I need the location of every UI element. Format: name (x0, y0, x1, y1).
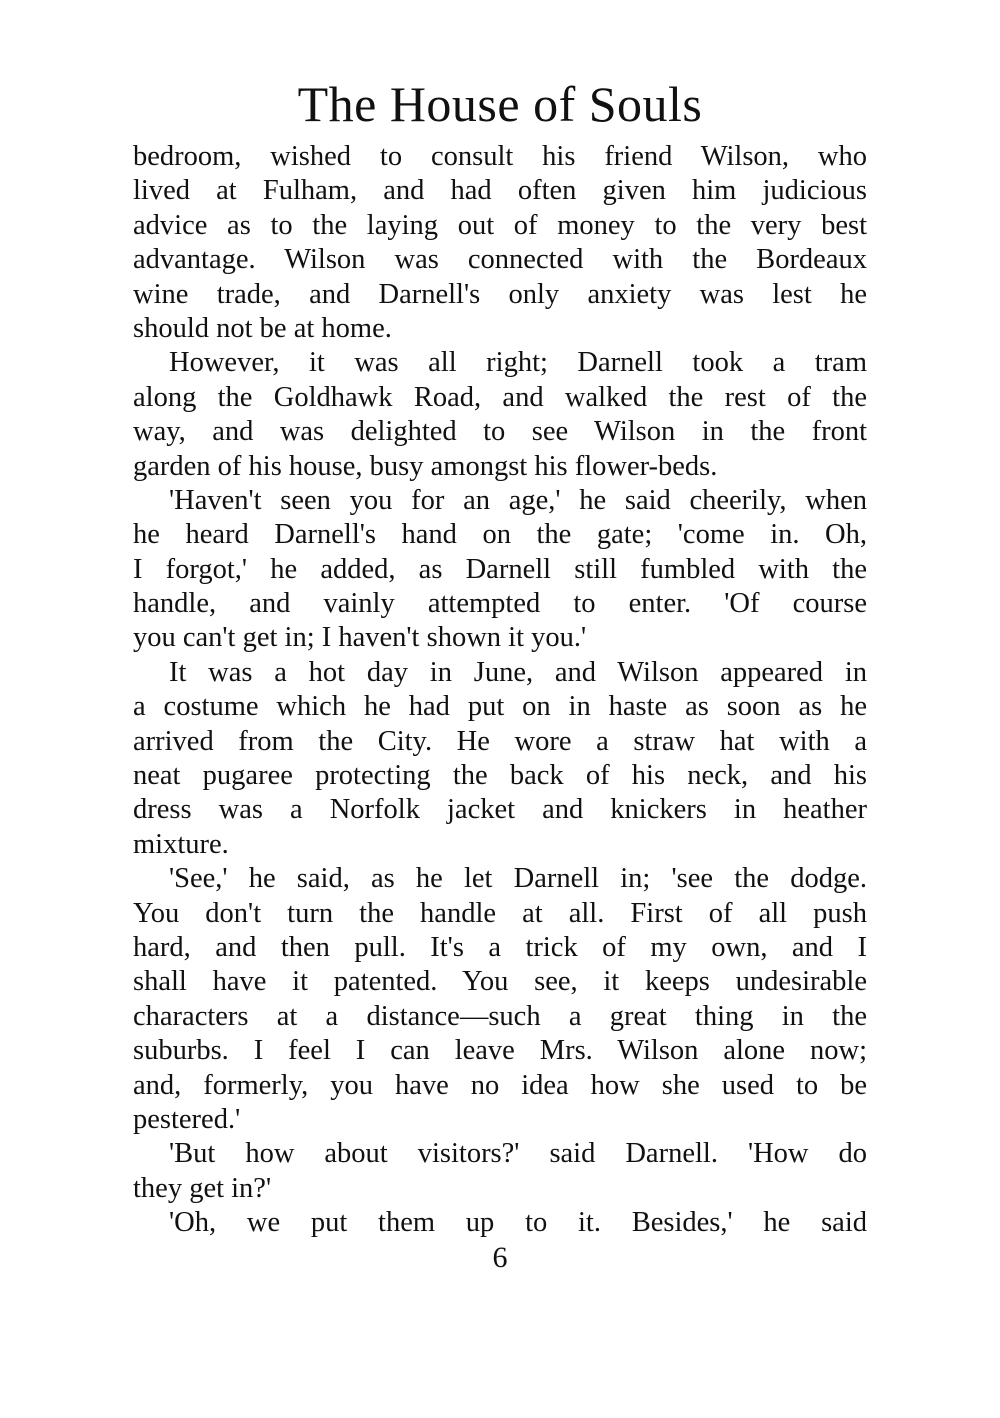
paragraph-first-line: It was a hot day in June, and Wilson appeared in (169, 656, 867, 688)
text-line: handle, and vainly attempted to enter. 'Of course (133, 588, 867, 620)
text-line: they get in?' (133, 1172, 272, 1204)
text-line: wine trade, and Darnell's only anxiety was lest he (133, 278, 867, 310)
paragraph-first-line: 'Oh, we put them up to it. Besides,' he said (169, 1207, 867, 1239)
text-line: advantage. Wilson was connected with the Bordeaux (133, 244, 867, 276)
text-line: arrived from the City. He wore a straw hat with a (133, 725, 867, 757)
text-line: along the Goldhawk Road, and walked the rest of the (133, 381, 867, 413)
text-line: way, and was delighted to see Wilson in the front (133, 416, 867, 448)
text-line: you can't get in; I haven't shown it you.' (133, 622, 587, 654)
paragraph-first-line: 'But how about visitors?' said Darnell. 'How do (169, 1138, 867, 1170)
text-line: bedroom, wished to consult his friend Wilson, who (133, 141, 867, 172)
text-line: and, formerly, you have no idea how she used to be (133, 1069, 867, 1101)
paragraph-first-line: However, it was all right; Darnell took a tram (169, 347, 867, 379)
text-line: should not be at home. (133, 312, 392, 344)
text-line: shall have it patented. You see, it keeps undesirable (133, 966, 867, 998)
text-line: I forgot,' he added, as Darnell still fumbled with the (133, 553, 867, 585)
text-line: garden of his house, busy amongst his flower-beds. (133, 450, 718, 482)
text-line: pestered.' (133, 1103, 241, 1135)
text-line: dress was a Norfolk jacket and knickers in heather (133, 794, 867, 826)
text-line: he heard Darnell's hand on the gate; 'come in. Oh, (133, 519, 867, 551)
text-line: suburbs. I feel I can leave Mrs. Wilson alone now; (133, 1035, 867, 1067)
paragraph-first-line: 'See,' he said, as he let Darnell in; 'see the dodge. (169, 863, 867, 895)
page-number: 6 (492, 1241, 508, 1274)
text-line: characters at a distance—such a great thing in the (133, 1000, 867, 1032)
running-head: The House of Souls (297, 76, 703, 132)
body-text (133, 140, 867, 1241)
text-line: advice as to the laying out of money to the very best (133, 209, 867, 241)
paragraph-first-line: 'Haven't seen you for an age,' he said cheerily, when (169, 484, 867, 516)
text-line: a costume which he had put on in haste as soon as he (133, 691, 867, 723)
text-line: hard, and then pull. It's a trick of my own, and I (133, 931, 867, 963)
text-line: lived at Fulham, and had often given him judicious (133, 175, 867, 207)
text-line: mixture. (133, 828, 229, 860)
text-line: neat pugaree protecting the back of his neck, and his (133, 760, 867, 792)
text-line: You don't turn the handle at all. First of all push (133, 897, 867, 929)
